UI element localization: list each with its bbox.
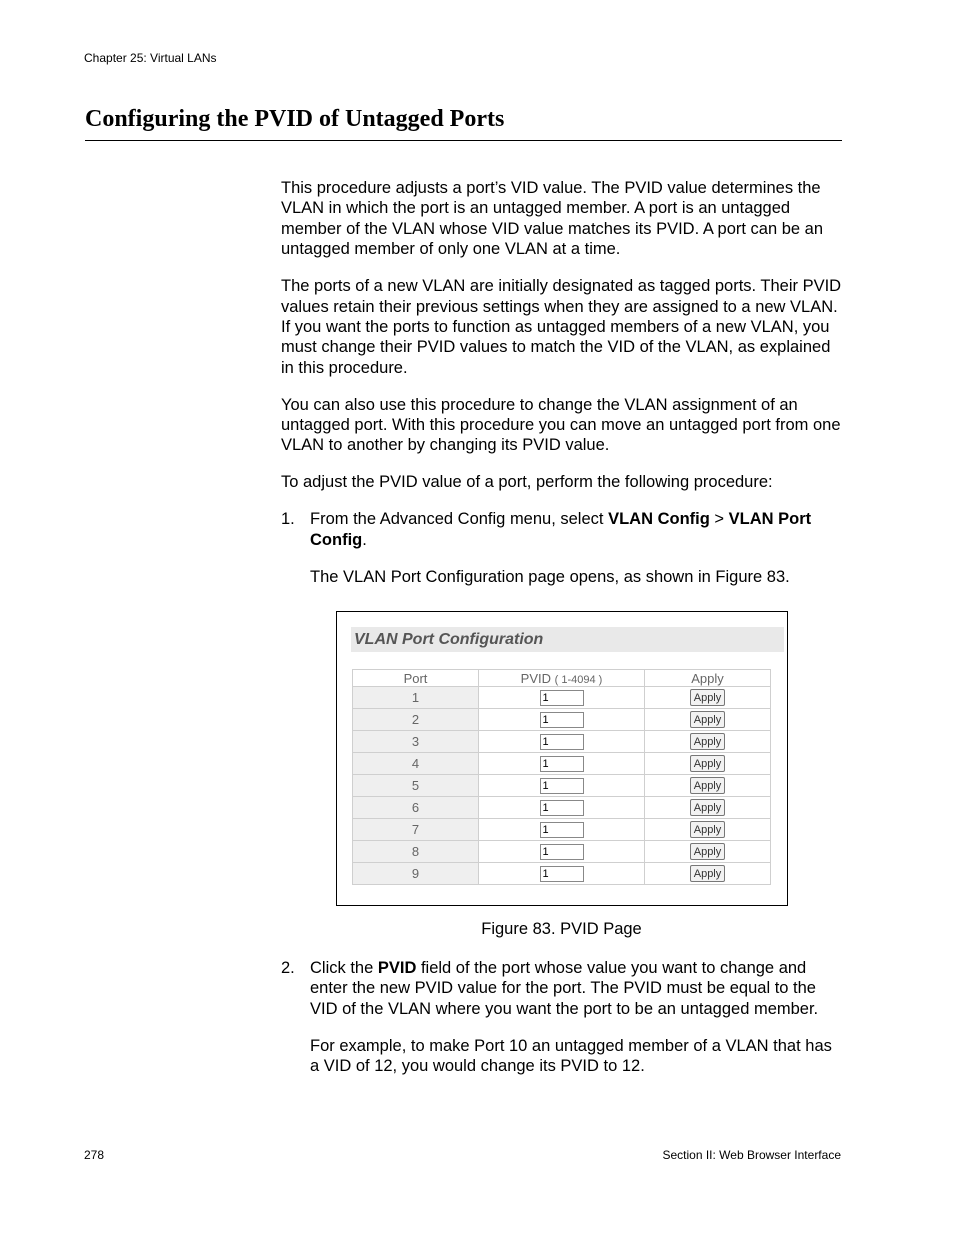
apply-button[interactable]: Apply xyxy=(690,689,726,706)
section-title: Configuring the PVID of Untagged Ports xyxy=(85,106,505,132)
pvid-cell xyxy=(479,753,645,775)
menu-item-vlan-port-config: VLAN Port Config xyxy=(310,510,812,549)
column-header-apply: Apply xyxy=(645,670,771,687)
pvid-cell xyxy=(479,731,645,753)
apply-cell xyxy=(645,841,771,863)
apply-button[interactable]: Apply xyxy=(690,711,726,728)
pvid-cell xyxy=(479,819,645,841)
step-text: > xyxy=(709,510,729,529)
table-row xyxy=(353,797,771,819)
banner-title: VLAN Port Configuration xyxy=(354,631,544,648)
paragraph: The ports of a new VLAN are initially designated as tagged ports. Their PVID values retain their previous settings when they are assigned to a new VLAN. If you want the ports to function as untagged members of a new VLAN, you must change their PVID values to match the VID of the VLAN, as explained in this procedure. xyxy=(281,277,842,377)
table-row xyxy=(353,819,771,841)
running-footer: Section II: Web Browser Interface xyxy=(662,1148,841,1162)
table-row xyxy=(353,731,771,753)
pvid-label: PVID xyxy=(520,670,551,686)
figure-vlan-port-configuration xyxy=(336,611,788,906)
apply-button[interactable]: Apply xyxy=(690,733,726,750)
pvid-table xyxy=(352,669,771,885)
apply-cell xyxy=(645,753,771,775)
paragraph: To adjust the PVID value of a port, perform the following procedure: xyxy=(281,473,773,492)
page-banner xyxy=(351,627,784,652)
step-text: Click the xyxy=(310,959,378,977)
pvid-input[interactable] xyxy=(540,866,584,882)
menu-item-vlan-config: VLAN Config xyxy=(608,510,710,529)
pvid-input[interactable] xyxy=(540,756,584,772)
step-note: For example, to make Port 10 an untagged member of a VLAN that has a VID of 12, you would change its PVID to 12. xyxy=(310,1036,832,1076)
table-row xyxy=(353,687,771,709)
table-row xyxy=(353,775,771,797)
pvid-input[interactable] xyxy=(540,712,584,728)
port-cell: 6 xyxy=(353,797,479,819)
apply-button[interactable]: Apply xyxy=(690,865,726,882)
pvid-input[interactable] xyxy=(540,800,584,816)
step-instruction xyxy=(310,509,843,550)
step-number: 2. xyxy=(281,959,295,977)
step-1 xyxy=(281,509,843,587)
apply-button[interactable]: Apply xyxy=(690,755,726,772)
pvid-cell xyxy=(479,797,645,819)
apply-cell xyxy=(645,687,771,709)
apply-button[interactable]: Apply xyxy=(690,843,726,860)
apply-cell xyxy=(645,819,771,841)
pvid-cell xyxy=(479,709,645,731)
port-cell: 1 xyxy=(353,687,479,709)
column-header-pvid xyxy=(479,670,645,687)
paragraph: You can also use this procedure to change the VLAN assignment of an untagged port. With this procedure you can move an untagged port from one VLAN to another by changing its PVID value. xyxy=(281,395,841,455)
port-cell: 4 xyxy=(353,753,479,775)
pvid-range: ( 1-4094 ) xyxy=(554,673,603,686)
step-instruction xyxy=(310,958,843,1019)
pvid-input[interactable] xyxy=(540,822,584,838)
title-rule xyxy=(85,140,842,141)
step-text: . xyxy=(362,530,367,549)
port-cell: 7 xyxy=(353,819,479,841)
port-cell: 5 xyxy=(353,775,479,797)
table-row xyxy=(353,709,771,731)
apply-cell xyxy=(645,797,771,819)
page-number: 278 xyxy=(84,1148,105,1162)
apply-cell xyxy=(645,775,771,797)
pvid-cell xyxy=(479,863,645,885)
port-cell: 9 xyxy=(353,863,479,885)
figure-caption: Figure 83. PVID Page xyxy=(481,920,642,938)
table-row xyxy=(353,863,771,885)
apply-cell xyxy=(645,731,771,753)
step-number: 1. xyxy=(281,510,295,529)
table-row xyxy=(353,841,771,863)
pvid-cell xyxy=(479,841,645,863)
step-note: The VLAN Port Configuration page opens, as shown in Figure 83. xyxy=(310,567,790,586)
step-2 xyxy=(281,958,843,1093)
paragraph: This procedure adjusts a port’s VID value. The PVID value determines the VLAN in which the port is an untagged member. A port is an untagged member of the VLAN whose VID value matches its PVID. A port can be an untagged member of only one VLAN at a time. xyxy=(281,179,824,259)
port-cell: 2 xyxy=(353,709,479,731)
body-text xyxy=(281,178,843,604)
step-text: field of the port whose value you want to change and enter the new PVID value for the port. The PVID must be equal to the VID of the VLAN where you want the port to be an untagged member. xyxy=(310,959,819,1018)
pvid-input[interactable] xyxy=(540,844,584,860)
apply-cell xyxy=(645,863,771,885)
port-cell: 3 xyxy=(353,731,479,753)
apply-button[interactable]: Apply xyxy=(690,799,726,816)
step-text: From the Advanced Config menu, select xyxy=(310,510,609,529)
field-name-pvid: PVID xyxy=(377,959,417,977)
pvid-cell xyxy=(479,687,645,709)
apply-cell xyxy=(645,709,771,731)
port-cell: 8 xyxy=(353,841,479,863)
pvid-input[interactable] xyxy=(540,778,584,794)
column-header-port: Port xyxy=(353,670,479,687)
running-header: Chapter 25: Virtual LANs xyxy=(84,51,217,65)
table-row xyxy=(353,753,771,775)
pvid-input[interactable] xyxy=(540,734,584,750)
pvid-cell xyxy=(479,775,645,797)
apply-button[interactable]: Apply xyxy=(690,777,726,794)
apply-button[interactable]: Apply xyxy=(690,821,726,838)
pvid-input[interactable] xyxy=(540,690,584,706)
